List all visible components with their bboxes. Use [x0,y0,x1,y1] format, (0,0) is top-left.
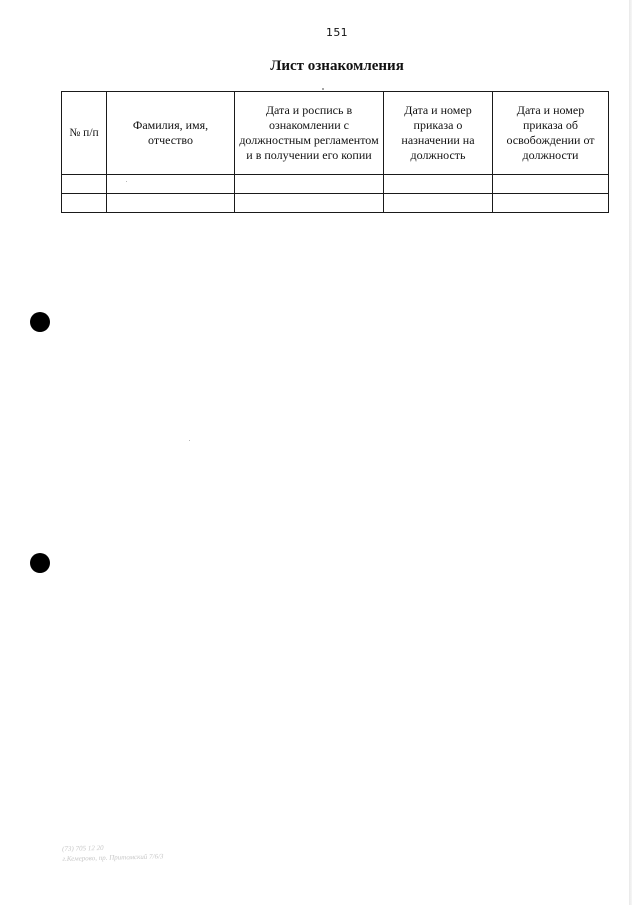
table-cell [384,175,493,194]
page-number: 151 [326,26,348,39]
column-header-dismissal-order: Дата и номер приказа об освобождении от должности [493,92,609,175]
table-cell [62,194,107,213]
punch-hole-bottom [30,553,50,573]
page-edge [629,0,632,905]
faded-stamp [62,841,164,864]
table-row [62,175,609,194]
scan-speck [322,88,324,90]
column-header-signature-date: Дата и роспись в ознакомлении с должностным регламентом и в получении его копии [235,92,384,175]
table-row [62,194,609,213]
stamp-line: г.Кемерово, пр. Притомский 7/6/3 [62,852,164,863]
table-cell [235,175,384,194]
column-header-number: № п/п [62,92,107,175]
column-header-full-name: Фамилия, имя, отчество [107,92,235,175]
punch-hole-top [30,312,50,332]
table-cell [107,175,235,194]
table-cell [384,194,493,213]
table-cell [107,194,235,213]
acknowledgement-table [61,91,609,213]
stamp-line: (73) 705 12 20 [62,843,104,853]
table-cell [493,194,609,213]
table-header-row [62,92,609,175]
page-title: Лист ознакомления [270,58,404,74]
table-cell [235,194,384,213]
table-cell [493,175,609,194]
scan-speck [126,181,127,182]
scan-speck [189,440,190,441]
column-header-appointment-order: Дата и номер приказа о назначении на должность [384,92,493,175]
table-cell [62,175,107,194]
